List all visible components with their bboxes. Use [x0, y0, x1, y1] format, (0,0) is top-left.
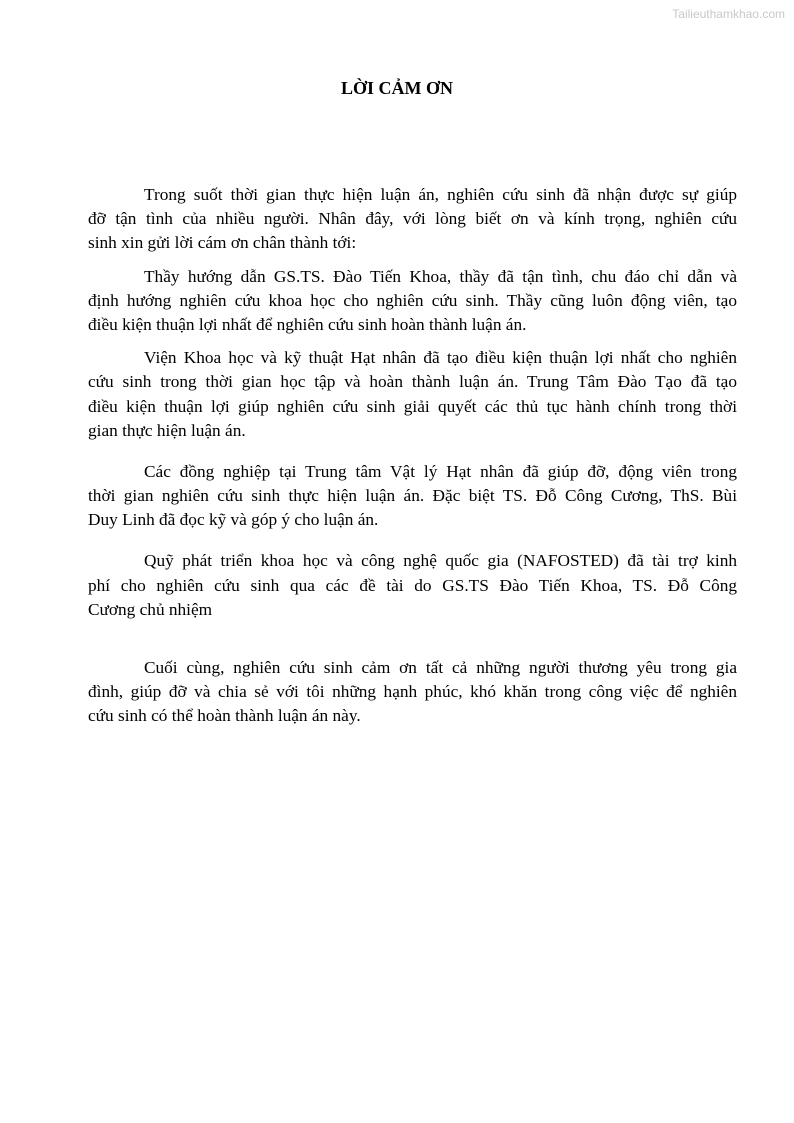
text-line: Quỹ phát triển khoa học và công nghệ quốc gia (NAFOSTED) đã tài trợ kinh [144, 551, 737, 571]
text-line: đỡ tận tình của nhiều người. Nhân đây, với lòng biết ơn và kính trọng, nghiên cứu [88, 209, 737, 229]
paragraph [88, 183, 737, 256]
document-body [88, 183, 737, 729]
text-line: sinh xin gửi lời cám ơn chân thành tới: [88, 233, 357, 253]
text-line: Duy Linh đã đọc kỹ và góp ý cho luận án. [88, 510, 379, 530]
text-line: Cuối cùng, nghiên cứu sinh cảm ơn tất cả những người thương yêu trong gia [144, 658, 737, 677]
text-line: định hướng nghiên cứu khoa học cho nghiên cứu sinh. Thầy cũng luôn động viên, tạo [88, 290, 737, 310]
text-line: gian thực hiện luận án. [88, 420, 246, 440]
page-title: LỜI CẢM ƠN [341, 78, 453, 98]
text-line: Viện Khoa học và kỹ thuật Hạt nhân đã tạo điều kiện thuận lợi nhất cho nghiên [144, 348, 737, 368]
text-line: đình, giúp đỡ và chia sẻ với tôi những hạnh phúc, khó khăn trong công việc để nghiên [88, 682, 737, 702]
text-line: thời gian nghiên cứu sinh thực hiện luận án. Đặc biệt TS. Đỗ Công Cương, ThS. Bùi [88, 486, 737, 506]
paragraph [88, 549, 737, 622]
paragraph [88, 656, 737, 729]
text-line: Các đồng nghiệp tại Trung tâm Vật lý Hạt nhân đã giúp đỡ, động viên trong [144, 461, 737, 481]
paragraph [88, 346, 737, 443]
text-line: Trong suốt thời gian thực hiện luận án, nghiên cứu sinh đã nhận được sự giúp [144, 185, 737, 204]
paragraph [88, 265, 737, 338]
text-line: cứu sinh trong thời gian học tập và hoàn thành luận án. Trung Tâm Đào Tạo đã tạo [88, 372, 737, 392]
text-line: phí cho nghiên cứu sinh qua các đề tài do GS.TS Đào Tiến Khoa, TS. Đỗ Công [88, 575, 737, 595]
text-line: điều kiện thuận lợi giúp nghiên cứu sinh giải quyết các thủ tục hành chính trong thời [88, 396, 737, 416]
text-line: điều kiện thuận lợi nhất để nghiên cứu sinh hoàn thành luận án. [88, 314, 527, 334]
text-line: Cương chủ nhiệm [88, 599, 213, 619]
watermark: Tailieuthamkhao.com [672, 7, 785, 21]
paragraph [88, 460, 737, 533]
text-line: Thầy hướng dẫn GS.TS. Đào Tiến Khoa, thầy đã tận tình, chu đáo chỉ dẫn và [144, 266, 737, 286]
text-line: cứu sinh có thể hoàn thành luận án này. [88, 706, 361, 726]
